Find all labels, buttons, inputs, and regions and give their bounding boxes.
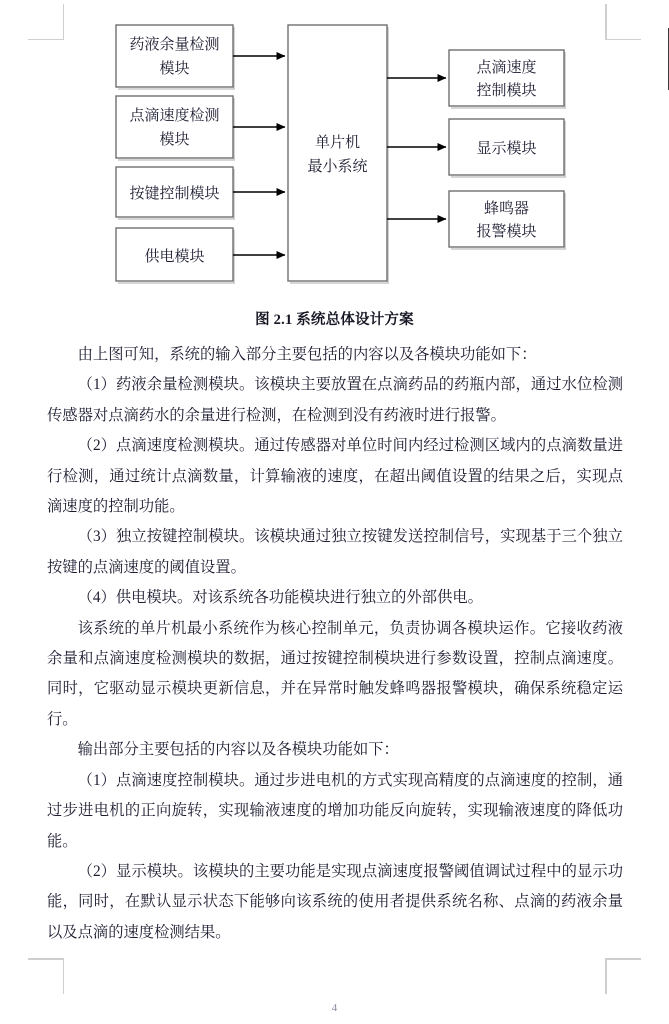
diagram-node-label: 显示模块 bbox=[476, 141, 537, 157]
paragraph: （2）点滴速度检测模块。通过传感器对单位时间内经过检测区域内的点滴数量进行检测，通过统计点滴数量，计算输液的速度，在超出阈值设置的结果之后，实现点滴速度的控制功能。 bbox=[47, 437, 623, 516]
diagram-node-label: 点滴速度 bbox=[476, 60, 537, 76]
diagram-node-label: 模块 bbox=[159, 132, 190, 148]
paragraph: 该系统的单片机最小系统作为核心控制单元，负责协调各模块运作。它接收药液余量和点滴速度检测模块的数据，通过按键控制模块进行参数设置，控制点滴速度。同时，它驱动显示模块更新信息，并在异常时触发蜂鸣器报警模块，确保系统稳定运行。 bbox=[47, 619, 623, 728]
diagram-node-drip-speed-detect[interactable] bbox=[116, 96, 233, 158]
diagram-node-display[interactable] bbox=[449, 119, 564, 175]
paragraph: （1）药液余量检测模块。该模块主要放置在点滴药品的药瓶内部，通过水位检测传感器对点滴药水的余量进行检测，在检测到没有药液时进行报警。 bbox=[47, 376, 623, 424]
diagram-node-label: 供电模块 bbox=[144, 249, 205, 265]
page-number: 4 bbox=[331, 1002, 338, 1014]
diagram-node-buzzer-alarm[interactable] bbox=[449, 191, 564, 247]
body-text-container bbox=[47, 340, 623, 948]
diagram-node-drug-level-detect[interactable] bbox=[116, 25, 233, 87]
diagram-output-column bbox=[449, 50, 564, 247]
diagram-node-label: 点滴速度检测 bbox=[129, 108, 220, 124]
diagram-node-mcu-core[interactable] bbox=[288, 25, 387, 281]
paragraph: 由上图可知，系统的输入部分主要包括的内容以及各模块功能如下： bbox=[77, 346, 537, 363]
paragraph: （3）独立按键控制模块。该模块通过独立按键发送控制信号，实现基于三个独立按键的点滴速度的阈值设置。 bbox=[47, 528, 623, 576]
figure-caption: 图 2.1 系统总体设计方案 bbox=[255, 312, 414, 328]
paragraph: （4）供电模块。对该系统各功能模块进行独立的外部供电。 bbox=[77, 589, 483, 607]
diagram-node-label: 最小系统 bbox=[307, 159, 368, 175]
diagram-node-drip-speed-control[interactable] bbox=[449, 50, 564, 106]
diagram-node-label: 模块 bbox=[159, 61, 190, 77]
paragraph: （1）点滴速度控制模块。通过步进电机的方式实现高精度的点滴速度的控制，通过步进电机的正向旋转，实现输液速度的增加功能反向旋转，实现输液速度的降低功能。 bbox=[47, 771, 623, 850]
diagram-node-label: 报警模块 bbox=[476, 224, 537, 240]
diagram-node-key-control[interactable] bbox=[116, 167, 233, 217]
diagram-node-label: 单片机 bbox=[314, 135, 361, 151]
diagram-node-label: 药液余量检测 bbox=[129, 37, 220, 53]
diagram-node-label: 控制模块 bbox=[476, 83, 537, 99]
diagram-input-column bbox=[116, 25, 233, 281]
diagram-node-power-supply[interactable] bbox=[116, 228, 233, 281]
paragraph: （2）显示模块。该模块的主要功能是实现点滴速度报警阈值调试过程中的显示功能，同时，在默认显示状态下能够向该系统的使用者提供系统名称、点滴的药液余量以及点滴的速度检测结果。 bbox=[47, 862, 623, 941]
system-block-diagram bbox=[0, 0, 669, 300]
diagram-node-label: 蜂鸣器 bbox=[483, 201, 530, 217]
crop-mark-bottom-right bbox=[605, 958, 641, 994]
paragraph: 输出部分主要包括的内容以及各模块功能如下： bbox=[77, 741, 399, 759]
crop-mark-bottom-left bbox=[28, 958, 64, 994]
diagram-node-label: 按键控制模块 bbox=[129, 186, 220, 202]
